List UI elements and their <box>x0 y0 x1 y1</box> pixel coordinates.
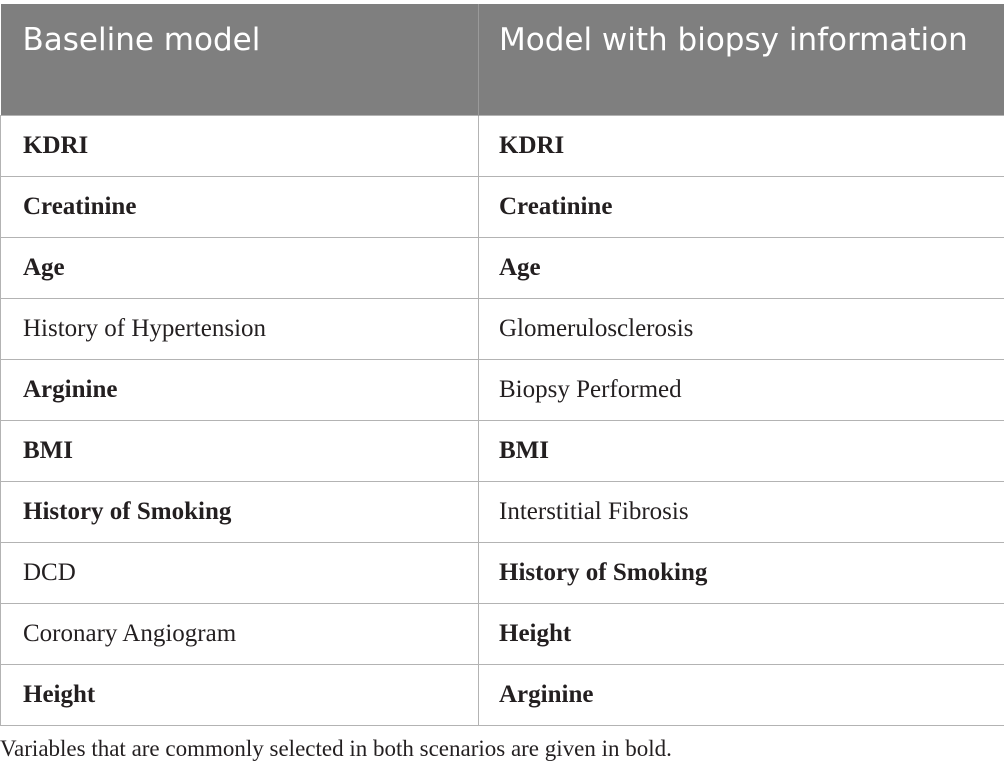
table-body <box>1 115 1004 725</box>
table-row <box>1 420 1004 481</box>
baseline-cell: History of Hypertension <box>1 298 479 359</box>
variables-table-container <box>0 4 1004 726</box>
baseline-cell: Arginine <box>1 359 479 420</box>
table-row <box>1 359 1004 420</box>
table-header <box>1 4 1004 115</box>
biopsy-cell: Age <box>479 237 1004 298</box>
table-row <box>1 298 1004 359</box>
baseline-cell: DCD <box>1 542 479 603</box>
header-model-with-biopsy: Model with biopsy information <box>479 4 1004 115</box>
biopsy-cell: BMI <box>479 420 1004 481</box>
biopsy-cell: History of Smoking <box>479 542 1004 603</box>
table-footnote: Variables that are commonly selected in both scenarios are given in bold. <box>0 736 672 761</box>
biopsy-cell: Glomerulosclerosis <box>479 298 1004 359</box>
table-row <box>1 237 1004 298</box>
baseline-cell: Creatinine <box>1 176 479 237</box>
baseline-cell: Coronary Angiogram <box>1 603 479 664</box>
biopsy-cell: Biopsy Performed <box>479 359 1004 420</box>
baseline-cell: Age <box>1 237 479 298</box>
biopsy-cell: Arginine <box>479 664 1004 725</box>
table-row <box>1 115 1004 176</box>
header-row <box>1 4 1004 115</box>
table-row <box>1 542 1004 603</box>
variables-table <box>0 4 1004 726</box>
table-row <box>1 481 1004 542</box>
biopsy-cell: Creatinine <box>479 176 1004 237</box>
baseline-cell: Height <box>1 664 479 725</box>
table-row <box>1 603 1004 664</box>
baseline-cell: BMI <box>1 420 479 481</box>
table-row <box>1 176 1004 237</box>
biopsy-cell: Interstitial Fibrosis <box>479 481 1004 542</box>
biopsy-cell: Height <box>479 603 1004 664</box>
baseline-cell: History of Smoking <box>1 481 479 542</box>
header-baseline-model: Baseline model <box>1 4 479 115</box>
table-row <box>1 664 1004 725</box>
biopsy-cell: KDRI <box>479 115 1004 176</box>
baseline-cell: KDRI <box>1 115 479 176</box>
